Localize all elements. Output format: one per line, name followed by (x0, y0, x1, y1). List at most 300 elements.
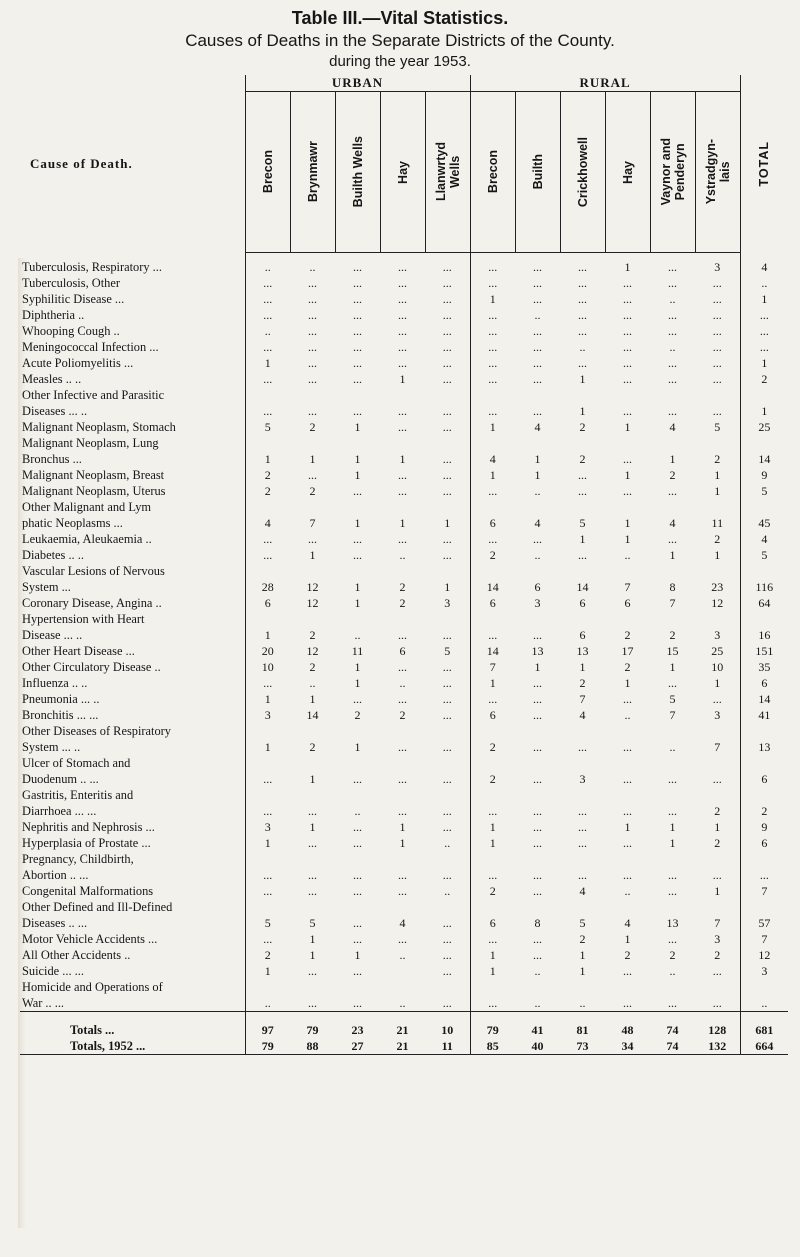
value-cell: 4 (534, 420, 541, 434)
table-row (20, 947, 788, 963)
value-cell: ... (668, 324, 678, 338)
value-cell: ... (623, 868, 633, 882)
table-row (20, 291, 788, 307)
value-cell: ... (668, 532, 678, 546)
value-cell: ... (740, 339, 788, 355)
value-cell: ... (668, 276, 678, 290)
value-cell: ... (623, 484, 633, 498)
table-row (20, 835, 788, 851)
cause-cell: Other Malignant and Lym (22, 500, 152, 514)
total-value-cell: 74 (650, 1012, 695, 1039)
table-row (20, 403, 788, 419)
value-cell: ... (740, 867, 788, 883)
value-cell (650, 899, 695, 915)
value-cell: 1 (354, 516, 361, 530)
value-cell: ... (308, 868, 317, 882)
total-value-cell: 74 (650, 1038, 695, 1055)
value-cell: ... (623, 372, 633, 386)
table-row (20, 253, 788, 276)
value-cell: 4 (740, 531, 788, 547)
value-cell: 12 (306, 596, 319, 610)
value-cell: ... (712, 964, 722, 978)
value-cell: .. (740, 275, 788, 291)
value-cell: 41 (740, 707, 788, 723)
value-cell: .. (534, 964, 541, 978)
value-cell: ... (398, 628, 407, 642)
total-value-cell: 10 (425, 1012, 470, 1039)
totals-row (20, 1038, 788, 1055)
value-cell: ... (533, 932, 543, 946)
value-cell: ... (442, 932, 452, 946)
value-cell: ... (578, 548, 588, 562)
value-cell: 12 (740, 947, 788, 963)
value-cell: 1 (309, 452, 316, 466)
value-cell: 1 (534, 660, 541, 674)
value-cell: ... (442, 276, 452, 290)
value-cell (290, 755, 335, 771)
value-cell: 2 (714, 532, 721, 546)
value-cell: ... (470, 323, 515, 339)
value-cell: ... (578, 804, 588, 818)
table-row (20, 915, 788, 931)
value-cell: 4 (534, 516, 541, 530)
value-cell (380, 851, 425, 867)
value-cell: 1 (245, 355, 290, 371)
value-cell: ... (623, 356, 633, 370)
value-cell: 1 (354, 676, 361, 690)
value-cell: .. (624, 548, 631, 562)
value-cell (335, 979, 380, 995)
value-cell: ... (353, 404, 362, 418)
value-cell: 2 (669, 468, 676, 482)
cause-cell: Hyperplasia of Prostate ... (22, 836, 151, 850)
value-cell: ... (245, 931, 290, 947)
value-cell: 1 (354, 580, 361, 594)
value-cell: .. (579, 340, 586, 354)
value-cell: ... (578, 868, 588, 882)
cause-cell: Congenital Malformations (22, 884, 154, 898)
value-cell: 1 (354, 452, 361, 466)
value-cell: 12 (306, 644, 319, 658)
value-cell: ... (533, 692, 543, 706)
table-row (20, 483, 788, 499)
value-cell (560, 499, 605, 515)
value-cell: 1 (354, 420, 361, 434)
value-cell (695, 387, 740, 403)
value-cell: ... (578, 356, 588, 370)
value-cell: ... (578, 836, 588, 850)
value-cell: 12 (306, 580, 319, 594)
value-cell (695, 499, 740, 515)
value-cell (560, 563, 605, 579)
value-cell (335, 787, 380, 803)
value-cell: 2 (579, 932, 586, 946)
value-cell: 6 (740, 771, 788, 787)
value-cell: ... (533, 628, 543, 642)
value-cell: 14 (470, 643, 515, 659)
value-cell: 1 (470, 963, 515, 979)
value-cell (515, 851, 560, 867)
value-cell: ... (398, 468, 407, 482)
value-cell: ... (623, 772, 633, 786)
value-cell: 1 (624, 420, 631, 434)
value-cell: 20 (245, 643, 290, 659)
table-row (20, 787, 788, 803)
value-cell: ... (398, 420, 407, 434)
value-cell: 2 (579, 676, 586, 690)
value-cell (650, 563, 695, 579)
value-cell: 7 (470, 659, 515, 675)
value-cell: 6 (740, 835, 788, 851)
cause-cell: Hypertension with Heart (22, 612, 145, 626)
value-cell: 1 (470, 467, 515, 483)
value-cell: 5 (740, 483, 788, 499)
value-cell: 6 (624, 596, 631, 610)
value-cell: ... (668, 308, 678, 322)
value-cell: ... (470, 307, 515, 323)
value-cell: 2 (669, 628, 676, 642)
value-cell: 2 (245, 483, 290, 499)
value-cell: ... (712, 292, 722, 306)
value-cell (740, 499, 788, 515)
value-cell (695, 755, 740, 771)
cause-cell: Motor Vehicle Accidents ... (22, 932, 158, 946)
cause-cell: Homicide and Operations of (22, 980, 163, 994)
value-cell (650, 723, 695, 739)
value-cell: .. (399, 948, 406, 962)
value-cell: 2 (354, 708, 361, 722)
value-cell (515, 899, 560, 915)
urban-group-header: URBAN (245, 75, 470, 92)
value-cell: ... (353, 308, 362, 322)
value-cell: ... (470, 339, 515, 355)
value-cell: 13 (531, 644, 544, 658)
value-cell: ... (533, 676, 543, 690)
value-cell: 1 (669, 820, 676, 834)
value-cell: .. (399, 548, 406, 562)
value-cell: 1 (399, 452, 406, 466)
value-cell: ... (533, 324, 543, 338)
value-cell: 7 (714, 916, 721, 930)
group-header-row (20, 75, 788, 92)
urban-district-header: Builth Wells (335, 92, 380, 253)
value-cell: 1 (399, 820, 406, 834)
value-cell: ... (308, 964, 317, 978)
value-cell: ... (470, 531, 515, 547)
value-cell: ... (442, 996, 452, 1010)
value-cell: 1 (579, 964, 586, 978)
value-cell: .. (534, 996, 541, 1010)
value-cell: 1 (740, 403, 788, 419)
value-cell: ... (245, 291, 290, 307)
value-cell: 2 (309, 420, 316, 434)
urban-district-header: Hay (380, 92, 425, 253)
value-cell: ... (533, 948, 543, 962)
value-cell: ... (308, 836, 317, 850)
value-cell (605, 387, 650, 403)
value-cell (380, 387, 425, 403)
value-cell (470, 755, 515, 771)
value-cell (290, 435, 335, 451)
cause-cell: Duodenum .. ... (22, 772, 99, 786)
value-cell: ... (668, 484, 678, 498)
value-cell (740, 723, 788, 739)
value-cell (515, 435, 560, 451)
value-cell: 1 (354, 740, 361, 754)
cause-cell: War .. ... (22, 996, 65, 1010)
value-cell (470, 787, 515, 803)
value-cell: 2 (714, 452, 721, 466)
table-row (20, 371, 788, 387)
value-cell: 1 (579, 948, 586, 962)
value-cell: ... (398, 308, 407, 322)
rural-district-header: Builth (515, 92, 560, 253)
value-cell: 2 (470, 547, 515, 563)
total-value-cell: 27 (335, 1038, 380, 1055)
value-cell: 1 (669, 452, 676, 466)
value-cell: 3 (245, 819, 290, 835)
value-cell: 5 (245, 915, 290, 931)
value-cell: ... (623, 308, 633, 322)
value-cell (380, 723, 425, 739)
value-cell (335, 611, 380, 627)
value-cell (605, 979, 650, 995)
value-cell: ... (245, 547, 290, 563)
value-cell (695, 723, 740, 739)
value-cell: 1 (579, 660, 586, 674)
value-cell (290, 387, 335, 403)
value-cell (740, 387, 788, 403)
value-cell: 1 (714, 820, 721, 834)
value-cell (560, 611, 605, 627)
value-cell: .. (669, 740, 676, 754)
table-row (20, 307, 788, 323)
value-cell (560, 723, 605, 739)
value-cell (425, 851, 470, 867)
table-row (20, 707, 788, 723)
value-cell: ... (245, 339, 290, 355)
value-cell: ... (442, 708, 452, 722)
value-cell (290, 499, 335, 515)
cause-cell: Disease ... .. (22, 628, 83, 642)
value-cell: ... (442, 676, 452, 690)
value-cell: 5 (444, 644, 451, 658)
value-cell: ... (740, 307, 788, 323)
value-cell: ... (623, 404, 633, 418)
cause-cell: Diseases .. ... (22, 916, 88, 930)
table-body (20, 253, 788, 1055)
value-cell (425, 723, 470, 739)
value-cell: 3 (714, 708, 721, 722)
value-cell (740, 899, 788, 915)
value-cell (650, 851, 695, 867)
table-row (20, 275, 788, 291)
table-row (20, 803, 788, 819)
value-cell: 6 (579, 628, 586, 642)
value-cell: ... (353, 836, 362, 850)
value-cell (560, 387, 605, 403)
value-cell: ... (398, 356, 407, 370)
value-cell (695, 851, 740, 867)
table-row (20, 467, 788, 483)
value-cell: ... (442, 324, 452, 338)
value-cell: ... (442, 660, 452, 674)
value-cell: 4 (669, 516, 676, 530)
value-cell (515, 499, 560, 515)
value-cell: 2 (399, 580, 406, 594)
value-cell: .. (354, 804, 361, 818)
value-cell: ... (470, 867, 515, 883)
value-cell: 1 (714, 676, 721, 690)
value-cell: ... (668, 884, 678, 898)
value-cell: ... (442, 356, 452, 370)
value-cell (290, 787, 335, 803)
value-cell: 2 (309, 660, 316, 674)
value-cell: 4 (624, 916, 631, 930)
value-cell: ... (353, 356, 362, 370)
value-cell (290, 851, 335, 867)
value-cell: 1 (309, 948, 316, 962)
value-cell: ... (442, 404, 452, 418)
total-value-cell: 40 (515, 1038, 560, 1055)
value-cell: .. (534, 308, 541, 322)
value-cell (470, 499, 515, 515)
value-cell (335, 435, 380, 451)
value-cell: 1 (245, 739, 290, 755)
value-cell: 1 (444, 516, 451, 530)
value-cell: ... (470, 483, 515, 499)
value-cell: ... (245, 771, 290, 787)
value-cell (605, 435, 650, 451)
value-cell: ... (712, 308, 722, 322)
value-cell (425, 499, 470, 515)
value-cell: ... (442, 804, 452, 818)
value-cell: 5 (579, 516, 586, 530)
value-cell: 7 (309, 516, 316, 530)
value-cell: ... (353, 932, 362, 946)
value-cell: 2 (245, 467, 290, 483)
value-cell (515, 387, 560, 403)
value-cell: ... (308, 884, 317, 898)
value-cell: 17 (621, 644, 634, 658)
value-cell: ... (442, 964, 452, 978)
value-cell: ... (712, 692, 722, 706)
value-cell (515, 787, 560, 803)
value-cell: ... (442, 484, 452, 498)
value-cell: 1 (740, 355, 788, 371)
value-cell: .. (354, 628, 361, 642)
value-cell: 16 (740, 627, 788, 643)
rural-district-header: Ystradgyn- lais (695, 92, 740, 253)
total-value-cell: 41 (515, 1012, 560, 1039)
table-row (20, 531, 788, 547)
value-cell (470, 979, 515, 995)
value-cell: 3 (534, 596, 541, 610)
value-cell: 1 (624, 932, 631, 946)
value-cell: ... (668, 996, 678, 1010)
value-cell: ... (668, 404, 678, 418)
total-value-cell: 97 (245, 1012, 290, 1039)
value-cell: 6 (740, 675, 788, 691)
value-cell: ... (533, 260, 543, 274)
total-value-cell: 23 (335, 1012, 380, 1039)
value-cell: ... (623, 996, 633, 1010)
value-cell (650, 979, 695, 995)
value-cell: ... (442, 420, 452, 434)
cause-cell: Leukaemia, Aleukaemia .. (22, 532, 152, 546)
value-cell (695, 899, 740, 915)
cause-cell: Bronchitis ... ... (22, 708, 99, 722)
value-cell: ... (668, 372, 678, 386)
value-cell (470, 611, 515, 627)
value-cell: 1 (624, 260, 631, 274)
cause-cell: Other Circulatory Disease .. (22, 660, 161, 674)
value-cell: ... (442, 372, 452, 386)
value-cell: ... (533, 884, 543, 898)
value-cell: 2 (245, 947, 290, 963)
value-cell: ... (398, 404, 407, 418)
value-cell: 1 (245, 691, 290, 707)
value-cell: ... (533, 372, 543, 386)
value-cell: ... (623, 740, 633, 754)
value-cell: ... (623, 692, 633, 706)
value-cell: ... (353, 884, 362, 898)
value-cell: ... (470, 995, 515, 1012)
value-cell: ... (623, 276, 633, 290)
value-cell (560, 979, 605, 995)
value-cell: ... (668, 676, 678, 690)
table-row (20, 323, 788, 339)
table-row (20, 755, 788, 771)
value-cell: 1 (669, 836, 676, 850)
table-row (20, 547, 788, 563)
value-cell: ... (533, 820, 543, 834)
value-cell (380, 979, 425, 995)
value-cell: 1 (245, 963, 290, 979)
cause-cell: Other Diseases of Respiratory (22, 724, 171, 738)
total-value-cell: 81 (560, 1012, 605, 1039)
cause-cell: Diphtheria .. (22, 308, 85, 322)
value-cell (245, 851, 290, 867)
value-cell: 1 (714, 468, 721, 482)
value-cell: 1 (534, 452, 541, 466)
table-row (20, 723, 788, 739)
value-cell: ... (308, 804, 317, 818)
value-cell (515, 979, 560, 995)
value-cell: 6 (245, 595, 290, 611)
value-cell: ... (398, 292, 407, 306)
value-cell: ... (533, 292, 543, 306)
value-cell: ... (578, 468, 588, 482)
value-cell (335, 723, 380, 739)
value-cell: 8 (534, 916, 541, 930)
value-cell: 7 (714, 740, 721, 754)
value-cell: ... (398, 484, 407, 498)
value-cell: ... (353, 532, 362, 546)
value-cell: ... (623, 340, 633, 354)
value-cell: ... (308, 340, 317, 354)
value-cell: 14 (740, 691, 788, 707)
value-cell (515, 723, 560, 739)
value-cell (245, 899, 290, 915)
value-cell (245, 563, 290, 579)
value-cell: ... (668, 804, 678, 818)
value-cell: ... (533, 708, 543, 722)
value-cell: 1 (470, 947, 515, 963)
page-subtitle: Causes of Deaths in the Separate Districts of the County. (185, 31, 615, 50)
cause-cell: Meningococcal Infection ... (22, 340, 159, 354)
value-cell: ... (442, 452, 452, 466)
